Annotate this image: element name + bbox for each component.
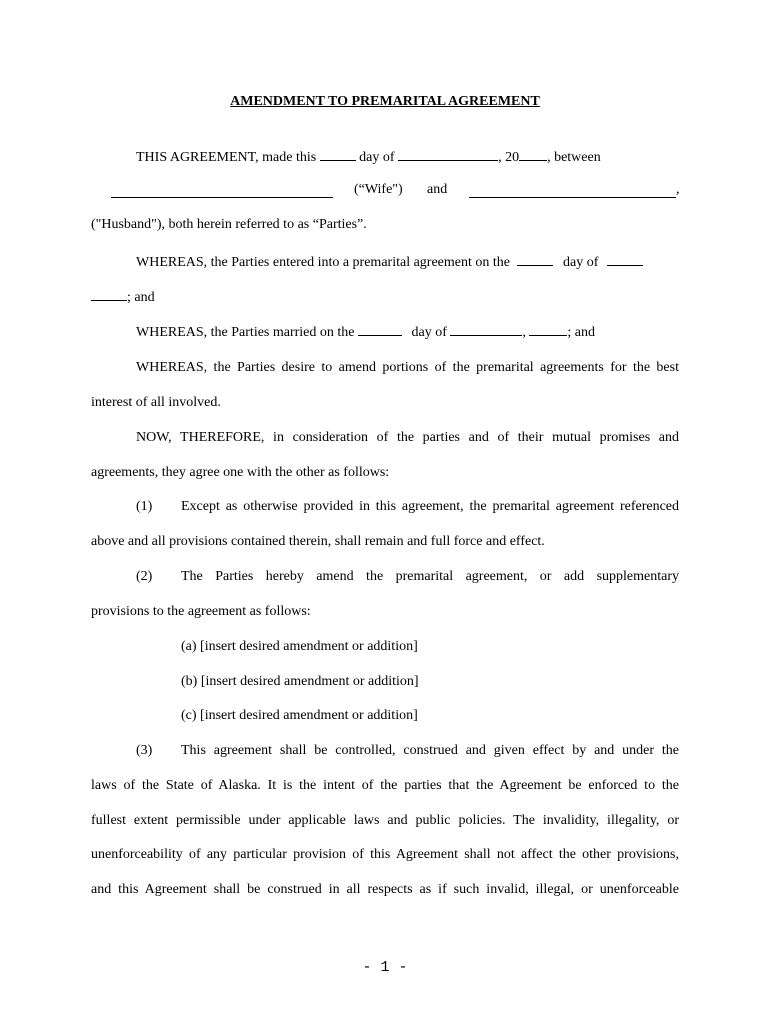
intro-text-3: , 20	[498, 150, 520, 165]
whereas1-text-b: day of	[562, 255, 599, 270]
intro-text-2: day of	[359, 150, 395, 165]
whereas1-text-c: ; and	[127, 290, 155, 305]
whereas1-year-blank[interactable]	[91, 286, 127, 301]
whereas1-month-blank[interactable]	[607, 251, 643, 266]
intro-comma: ,	[676, 182, 680, 197]
wife-label: (“Wife")	[354, 182, 403, 197]
whereas1-day-blank[interactable]	[517, 251, 553, 266]
month-blank[interactable]	[398, 146, 498, 161]
item3-line-2: laws of the State of Alaska. It is the intent of the parties that the Agreement be enforced to the	[91, 778, 679, 793]
whereas1-text-a: WHEREAS, the Parties entered into a premarital agreement on the	[136, 255, 510, 270]
whereas1-line-1	[136, 251, 679, 272]
intro-text-4: , between	[547, 150, 601, 165]
whereas2-text-a: WHEREAS, the Parties married on the	[136, 325, 355, 340]
wife-name-blank[interactable]	[111, 183, 333, 198]
item3-line-1: This agreement shall be controlled, construed and given effect by and under the	[181, 743, 679, 758]
year-blank[interactable]	[519, 146, 547, 161]
item2-sub-a: (a) [insert desired amendment or addition]	[181, 639, 418, 654]
intro-text-1: THIS AGREEMENT, made this	[136, 150, 317, 165]
item2-line-1: The Parties hereby amend the premarital agreement, or add supplementary	[181, 569, 679, 584]
husband-name-blank[interactable]	[469, 183, 676, 198]
whereas2-line	[136, 321, 595, 342]
item3-line-4: unenforceability of any particular provision of this Agreement shall not affect the other provisions,	[91, 847, 679, 862]
whereas2-text-c: ,	[522, 325, 526, 340]
whereas3-line-1: WHEREAS, the Parties desire to amend portions of the premarital agreements for the best	[136, 360, 679, 375]
item2-line-2: provisions to the agreement as follows:	[91, 604, 311, 619]
page-number: - 1 -	[362, 959, 408, 976]
whereas2-text-d: ; and	[567, 325, 596, 340]
now-line-1: NOW, THEREFORE, in consideration of the parties and of their mutual promises and	[136, 430, 679, 445]
whereas1-line-2	[91, 286, 155, 307]
item3-line-3: fullest extent permissible under applicable laws and public policies. The invalidity, illegality, or	[91, 813, 679, 828]
item2-sub-c: (c) [insert desired amendment or addition]	[181, 708, 418, 723]
item2-sub-b: (b) [insert desired amendment or addition]	[181, 674, 419, 689]
item3-line-5: and this Agreement shall be construed in all respects as if such invalid, illegal, or unenforceable	[91, 882, 679, 897]
intro-line-3: ("Husband"), both herein referred to as “Parties”.	[91, 217, 367, 232]
item1-number: (1)	[136, 499, 153, 514]
whereas2-day-blank[interactable]	[358, 321, 402, 336]
and-word: and	[427, 182, 448, 197]
whereas3-line-2: interest of all involved.	[91, 395, 221, 410]
item3-number: (3)	[136, 743, 153, 758]
day-blank[interactable]	[320, 146, 356, 161]
whereas2-month-blank[interactable]	[450, 321, 522, 336]
intro-line-1	[136, 146, 601, 167]
whereas2-text-b: day of	[411, 325, 447, 340]
item1-line-1: Except as otherwise provided in this agreement, the premarital agreement referenced	[181, 499, 679, 514]
now-line-2: agreements, they agree one with the other as follows:	[91, 465, 390, 480]
item2-number: (2)	[136, 569, 153, 584]
whereas2-year-blank[interactable]	[529, 321, 567, 336]
item1-line-2: above and all provisions contained therein, shall remain and full force and effect.	[91, 534, 545, 549]
document-title: AMENDMENT TO PREMARITAL AGREEMENT	[230, 94, 540, 109]
